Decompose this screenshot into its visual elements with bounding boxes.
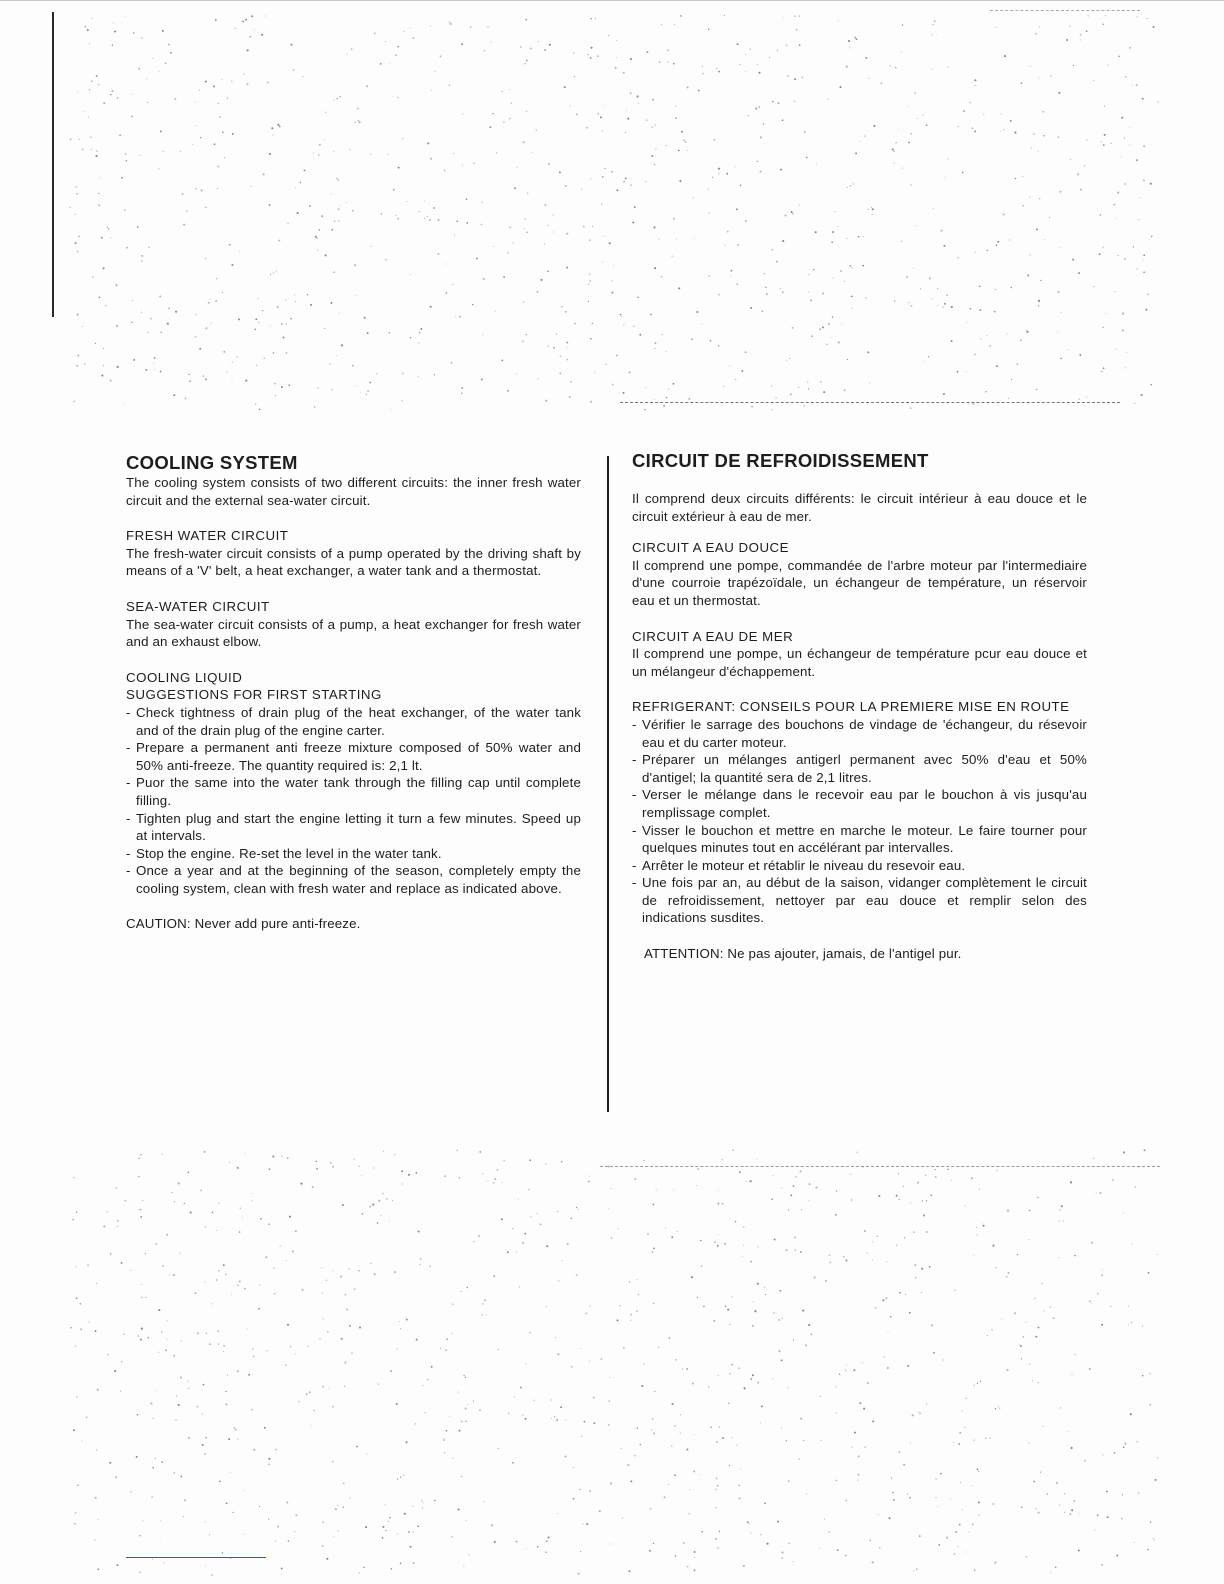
eau-de-mer-heading: CIRCUIT A EAU DE MER [632, 628, 794, 644]
english-column [126, 452, 581, 933]
scan-artifact-line [600, 1166, 1160, 1167]
page-top-rule [0, 0, 1224, 1]
list-item: - Stop the engine. Re-set the level in the water tank. [126, 845, 581, 863]
sea-water-heading: SEA-WATER CIRCUIT [126, 598, 270, 614]
list-item: - Puor the same into the water tank through the filling cap until complete filling. [126, 774, 581, 809]
column-divider [607, 456, 609, 1112]
english-intro: The cooling system consists of two different circuits: the inner fresh water circuit and the external sea-water circuit. [126, 475, 581, 508]
fresh-water-text: The fresh-water circuit consists of a pump operated by the driving shaft by means of a 'V' belt, a heat exchanger, a water tank and a thermostat. [126, 545, 581, 579]
eau-douce-heading: CIRCUIT A EAU DOUCE [632, 540, 790, 556]
french-intro: Il comprend deux circuits différents: le circuit intérieur à eau douce et le circuit extérieur à eau de mer. [632, 491, 1087, 524]
caution-note: CAUTION: Never add pure anti-freeze. [126, 916, 361, 932]
fresh-water-heading: FRESH WATER CIRCUIT [126, 528, 289, 544]
list-item: - Tighten plug and start the engine letting it turn a few minutes. Speed up at intervals. [126, 810, 581, 845]
refrigerant-heading: REFRIGERANT: CONSEILS POUR LA PREMIERE MISE EN ROUTE [632, 699, 1070, 715]
eau-douce-text: Il comprend une pompe, commandée de l'arbre moteur par l'intermediaire d'une courroie trapézoïdale, un échangeur de température, un réservoir eau et un thermostat. [632, 557, 1087, 608]
list-item: - Vérifier le sarrage des bouchons de vindage de 'échangeur, du résevoir eau et du carter moteur. [632, 716, 1087, 751]
french-column [632, 450, 1087, 963]
list-item: - Verser le mélange dans le recevoir eau par le bouchon à vis jusqu'au remplissage complet. [632, 786, 1087, 821]
scan-artifact-underline [126, 1557, 266, 1558]
list-item: - Prepare a permanent anti freeze mixture composed of 50% water and 50% anti-freeze. The quantity required is: 2,1 lt. [126, 739, 581, 774]
english-title: COOLING SYSTEM [126, 452, 298, 473]
first-starting-subheading: SUGGESTIONS FOR FIRST STARTING [126, 687, 382, 703]
list-item: - Once a year and at the beginning of the season, completely empty the cooling system, clean with fresh water and replace as indicated above. [126, 862, 581, 897]
list-item: - Arrêter le moteur et rétablir le niveau du resevoir eau. [632, 857, 1087, 875]
cooling-liquid-heading: COOLING LIQUID [126, 669, 243, 685]
first-starting-list [126, 704, 581, 898]
page-edge-mark [52, 12, 54, 317]
list-item: - Préparer un mélanges antigerl permanent avec 50% d'eau et 50% d'antigel; la quantité sera de 2,1 litres. [632, 751, 1087, 786]
list-item: - Visser le bouchon et mettre en marche le moteur. Le faire tourner pour quelques minutes tout en accélérant par intervalles. [632, 822, 1087, 857]
scan-artifact-line [620, 402, 1120, 403]
sea-water-text: The sea-water circuit consists of a pump, a heat exchanger for fresh water and an exhaust elbow. [126, 616, 581, 650]
scan-artifact-line [990, 10, 1140, 11]
list-item: - Une fois par an, au début de la saison, vidanger complètement le circuit de refroidissement, nettoyer par eau douce et remplir selon des indications susdites. [632, 874, 1087, 927]
french-title: CIRCUIT DE REFROIDISSEMENT [632, 450, 929, 471]
mise-en-route-list [632, 716, 1087, 927]
attention-note: ATTENTION: Ne pas ajouter, jamais, de l'antigel pur. [644, 946, 962, 962]
list-item: - Check tightness of drain plug of the heat exchanger, of the water tank and of the drain plug of the engine carter. [126, 704, 581, 739]
eau-de-mer-text: Il comprend une pompe, un échangeur de température pcur eau douce et un mélangeur d'échappement. [632, 646, 1087, 679]
